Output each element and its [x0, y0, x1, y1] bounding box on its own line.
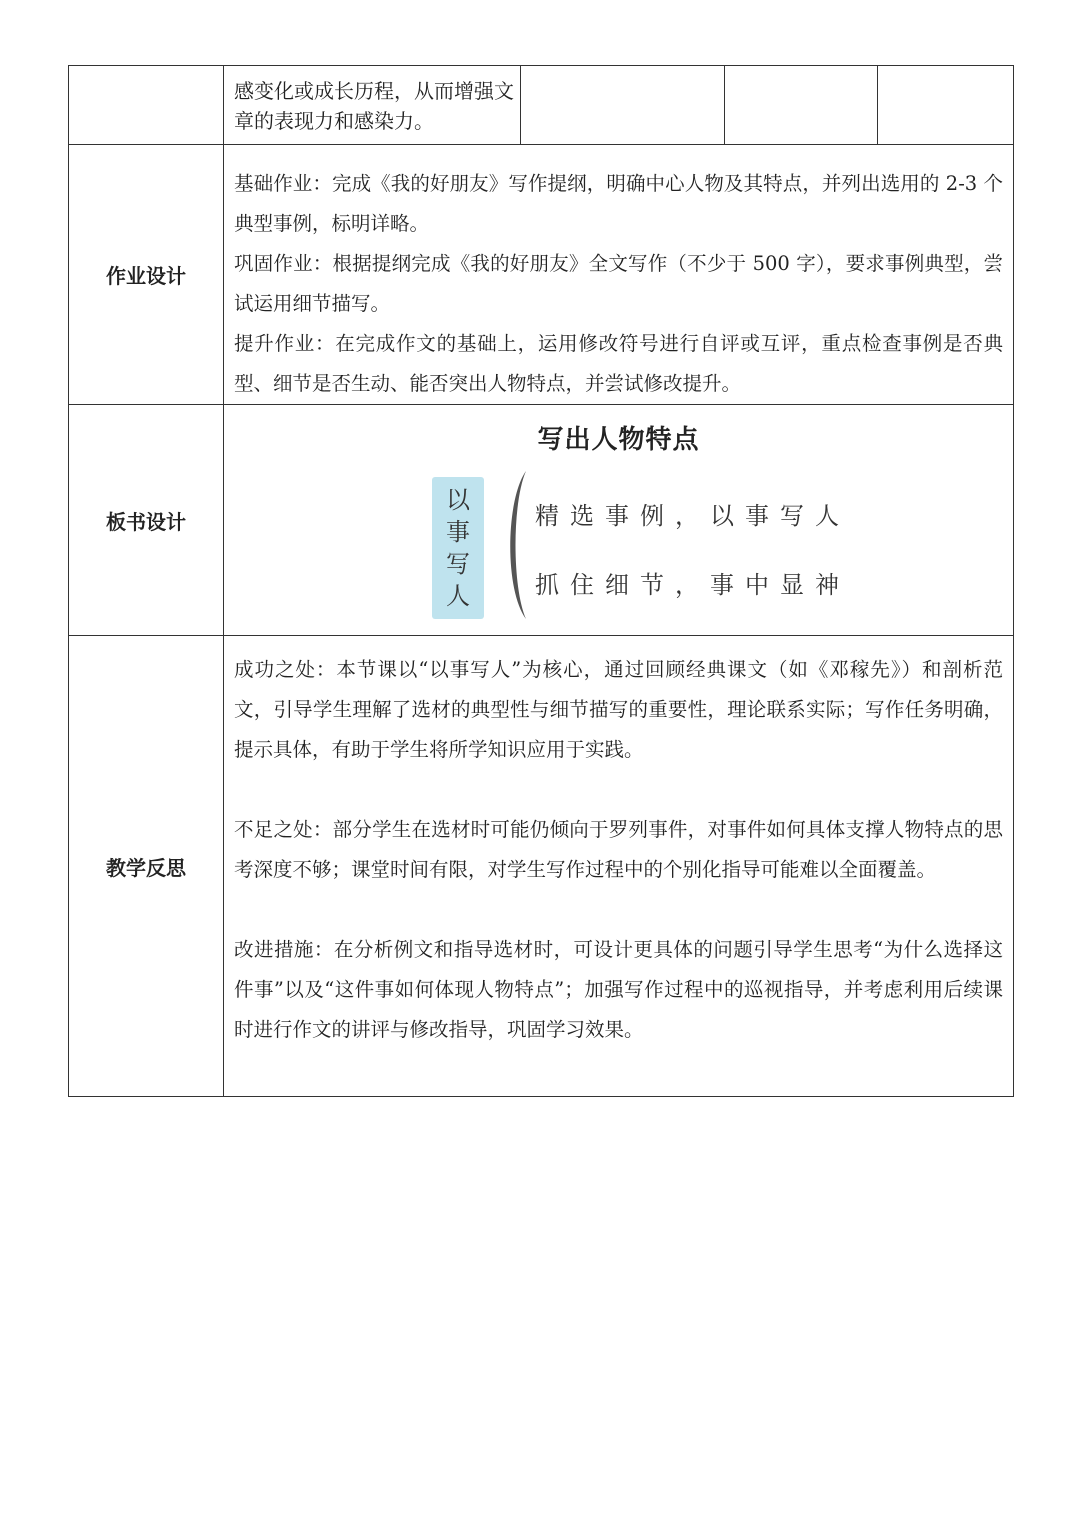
vertical-char: 人 [446, 582, 470, 610]
reflection-improvement: 改进措施：在分析例文和指导选材时，可设计更具体的问题引导学生思考“为什么选择这件事”以及“这件事如何体现人物特点”；加强写作过程中的巡视指导，并考虑利用后续课时进行作文的讲评与修改指导，巩固学习效果。 [234, 938, 1003, 1041]
vertical-char: 以 [446, 486, 470, 514]
reflection-label: 教学反思 [69, 636, 224, 1096]
vertical-char: 事 [446, 518, 470, 546]
empty-label-cell [69, 66, 224, 144]
homework-content [224, 145, 1013, 404]
cell-divider [877, 66, 878, 144]
bracket-icon [500, 469, 530, 621]
reflection-success: 成功之处：本节课以“以事写人”为核心，通过回顾经典课文（如《邓稼先》）和剖析范文，引导学生理解了选材的典型性与细节描写的重要性，理论联系实际；写作任务明确，提示具体，有助于学生将所学知识应用于实践。 [234, 658, 1003, 761]
continuation-text: 感变化或成长历程，从而增强文章的表现力和感染力。 [234, 79, 514, 133]
board-design-row [69, 405, 1014, 636]
homework-advanced: 提升作业：在完成作文的基础上，运用修改符号进行自评或互评，重点检查事例是否典型、细节是否生动、能否突出人物特点，并尝试修改提升。 [234, 332, 1003, 395]
vertical-char: 写 [446, 550, 470, 578]
homework-row [69, 145, 1014, 405]
reflection-row [69, 636, 1014, 1097]
cell-divider [520, 66, 521, 144]
homework-basic: 基础作业：完成《我的好朋友》写作提纲，明确中心人物及其特点，并列出选用的 2-3 个典型事例，标明详略。 [234, 172, 1003, 235]
vertical-keyword-box [432, 477, 484, 619]
homework-consolidate: 巩固作业：根据提纲完成《我的好朋友》全文写作（不少于 500 字），要求事例典型，尝试运用细节描写。 [234, 252, 1003, 315]
board-title: 写出人物特点 [537, 425, 700, 455]
lesson-plan-table [68, 65, 1014, 1097]
reflection-shortcoming: 不足之处：部分学生在选材时可能仍倾向于罗列事件，对事件如何具体支撑人物特点的思考深度不够；课堂时间有限，对学生写作过程中的个别化指导可能难以全面覆盖。 [234, 818, 1003, 881]
reflection-content [224, 636, 1013, 1096]
board-design-label: 板书设计 [69, 405, 224, 635]
board-line-1: 精选事例，以事写人 [535, 502, 850, 530]
homework-label: 作业设计 [69, 145, 224, 404]
board-line-2: 抓住细节，事中显神 [535, 571, 850, 599]
cell-divider [724, 66, 725, 144]
board-design-content [224, 405, 1013, 635]
continuation-row [69, 66, 1014, 145]
